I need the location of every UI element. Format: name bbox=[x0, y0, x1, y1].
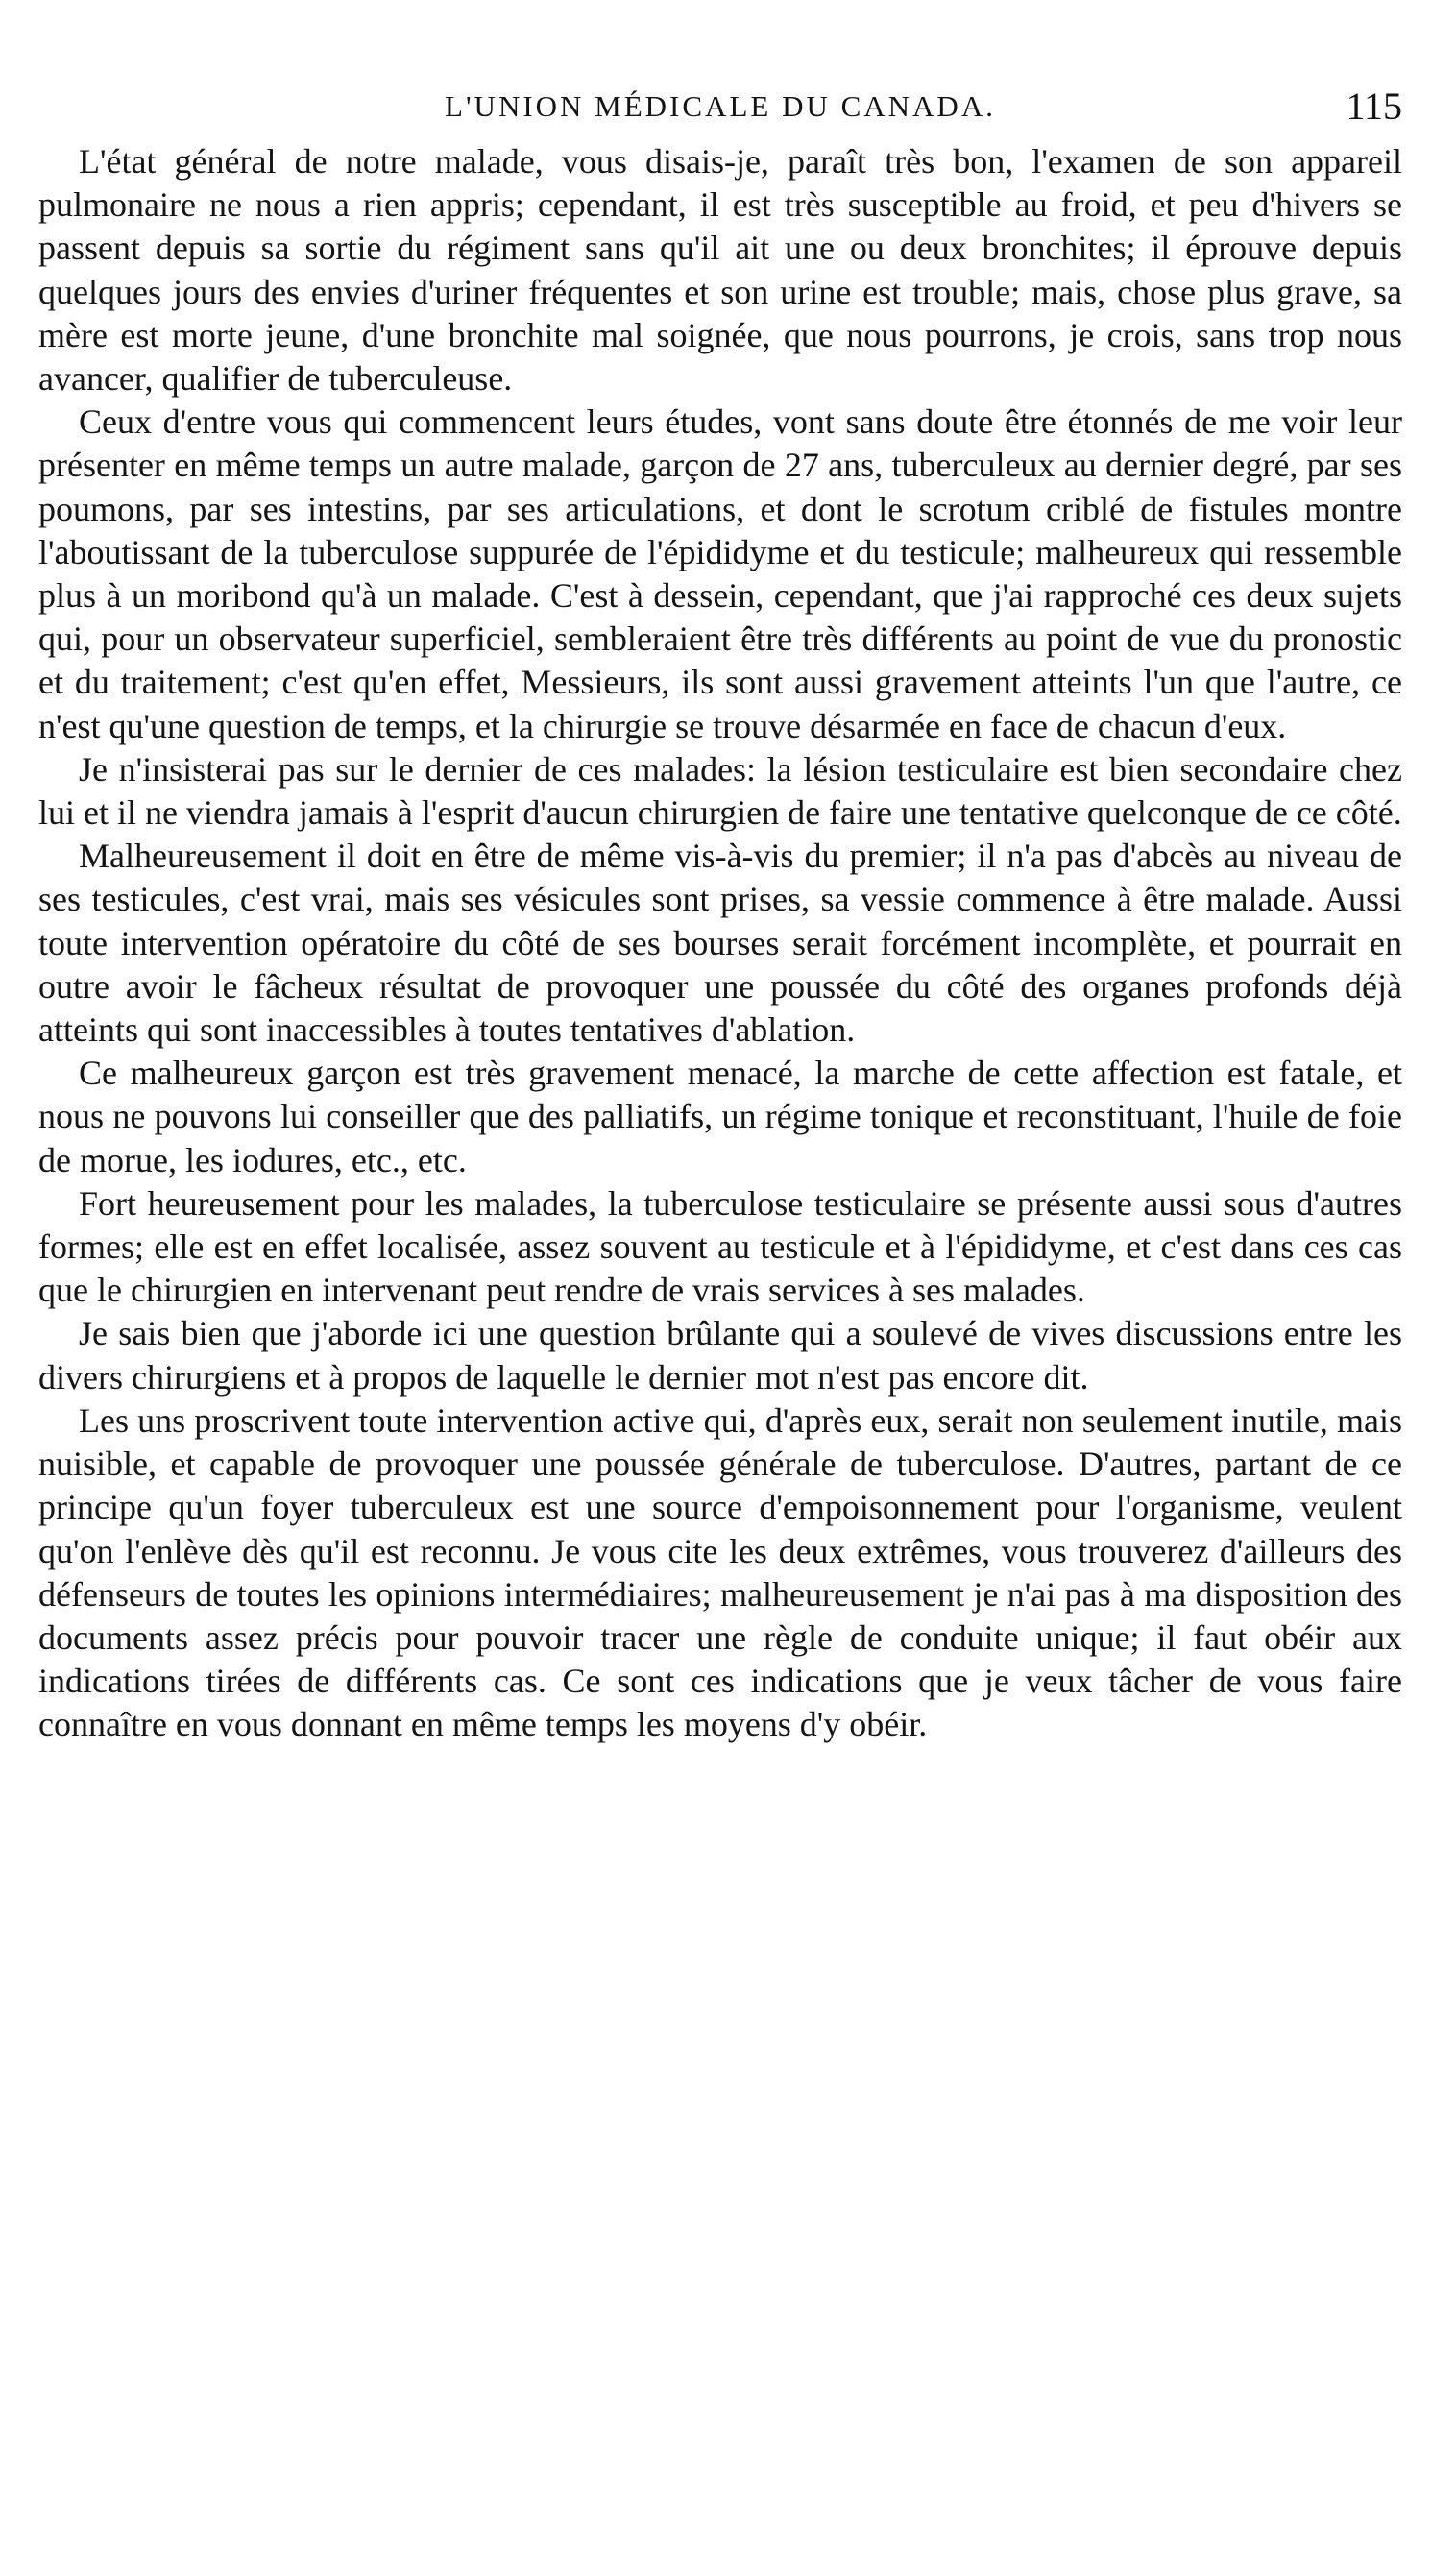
paragraph-3: Je n'insisterai pas sur le dernier de ces malades: la lésion testiculaire est bien secondaire chez lui et il ne viendra jamais à l'esprit d'aucun chirurgien de faire une tentative quelconque de ce côté. bbox=[38, 749, 1402, 833]
paragraph-7: Je sais bien que j'aborde ici une question brûlante qui a soulevé de vives discussions entre les divers chirurgiens et à propos de laquelle le dernier mot n'est pas encore dit. bbox=[38, 1314, 1402, 1397]
page-number: 115 bbox=[1346, 85, 1402, 128]
paragraph-6: Fort heureusement pour les malades, la tuberculose testiculaire se présente aussi sous d'autres formes; elle est en effet localisée, assez souvent au testicule et à l'épididyme, et c'est dans ces cas que le chirurgien en intervenant peut rendre de vrais services à ses malades. bbox=[38, 1183, 1402, 1310]
paragraph-2: Ceux d'entre vous qui commencent leurs études, vont sans doute être étonnés de me voir leur présenter en même temps un autre malade, garçon de 27 ans, tuberculeux au dernier degré, par ses poumons, par ses intestins, par ses articulations, et dont le scrotum criblé de fistules montre l'aboutissant de la tuberculose suppurée de l'épididyme et du testicule; malheureux qui ressemble plus à un moribond qu'à un malade. C'est à dessein, cependant, que j'ai rapproché ces deux sujets qui, pour un observateur superficiel, sembleraient être très différents au point de vue du pronostic et du traitement; c'est qu'en effet, Messieurs, ils sont aussi gravement atteints l'un que l'autre, ce n'est qu'une question de temps, et la chirurgie se trouve désarmée en face de chacun d'eux. bbox=[38, 402, 1402, 745]
paragraph-8: Les uns proscrivent toute intervention active qui, d'après eux, serait non seulement inutile, mais nuisible, et capable de provoquer une poussée générale de tuberculose. D'autres, partant de ce principe qu'un foyer tuberculeux est une source d'empoisonnement pour l'organisme, veulent qu'on l'enlève dès qu'il est reconnu. Je vous cite les deux extrêmes, vous trouverez d'ailleurs des défenseurs de toutes les opinions intermédiaires; malheureusement je n'ai pas à ma disposition des documents assez précis pour pouvoir tracer une règle de conduite unique; il faut obéir aux indications tirées de différents cas. Ce sont ces indications que je veux tâcher de vous faire connaître en vous donnant en même temps les moyens d'y obéir. bbox=[38, 1400, 1402, 1744]
running-head bbox=[38, 83, 1402, 131]
journal-title: L'UNION MÉDICALE DU CANADA. bbox=[445, 89, 996, 123]
paragraph-1: L'état général de notre malade, vous disais-je, paraît très bon, l'examen de son appareil pulmonaire ne nous a rien appris; cependant, il est très susceptible au froid, et peu d'hivers se passent depuis sa sortie du régiment sans qu'il ait une ou deux bronchites; il éprouve depuis quelques jours des envies d'uriner fréquentes et son urine est trouble; mais, chose plus grave, sa mère est morte jeune, d'une bronchite mal soignée, que nous pourrons, je crois, sans trop nous avancer, qualifier de tuberculeuse. bbox=[38, 142, 1402, 399]
body-text bbox=[38, 140, 1402, 1747]
paragraph-5: Ce malheureux garçon est très gravement menacé, la marche de cette affection est fatale, et nous ne pouvons lui conseiller que des palliatifs, un régime tonique et reconstituant, l'huile de foie de morue, les iodures, etc., etc. bbox=[38, 1054, 1402, 1179]
paragraph-4: Malheureusement il doit en être de même vis-à-vis du premier; il n'a pas d'abcès au niveau de ses testicules, c'est vrai, mais ses vésicules sont prises, sa vessie commence à être malade. Aussi toute intervention opératoire du côté de ses bourses serait forcément incomplète, et pourrait en outre avoir le fâcheux résultat de provoquer une poussée du côté des organes profonds déjà atteints qui sont inaccessibles à toutes tentatives d'ablation. bbox=[38, 837, 1402, 1050]
